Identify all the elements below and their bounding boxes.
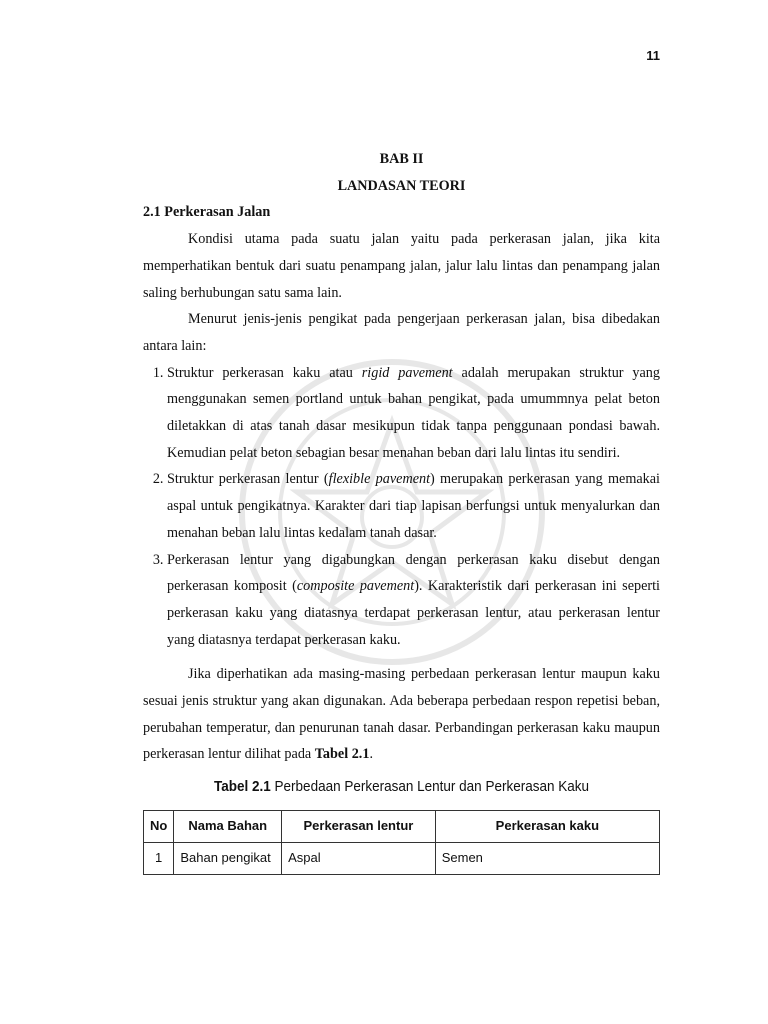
pavement-type-list: [143, 360, 660, 654]
cell-perkerasan-lentur: Aspal: [282, 843, 436, 875]
table-caption: Tabel 2.1 Perbedaan Perkerasan Lentur dan Perkerasan Kaku: [214, 778, 589, 796]
cell-perkerasan-kaku: Semen: [435, 843, 659, 875]
header-nama-bahan: Nama Bahan: [174, 811, 282, 843]
section-title: 2.1 Perkerasan Jalan: [143, 204, 271, 221]
table-header-row: [144, 811, 660, 843]
list-item: 3. Perkerasan lentur yang digabungkan dengan perkerasan kaku disebut dengan perkerasan komposit (composite pavement). Karakteristik dari perkerasan ini seperti perkerasan kaku yang diatasnya terdapat perkerasan lentur, atau perkerasan lentur yang diatasnya terdapat perkerasan kaku.: [167, 547, 660, 654]
list-item: 2. Struktur perkerasan lentur (flexible pavement) merupakan perkerasan yang memakai aspal untuk pengikatnya. Karakter dari tiap lapisan berfungsi untuk menyalurkan dan menahan beban lalu lintas kedalam tanah dasar.: [167, 466, 660, 546]
chapter-title: LANDASAN TEORI: [337, 177, 466, 194]
cell-no: 1: [144, 843, 174, 875]
page-number: 11: [646, 48, 660, 63]
header-perkerasan-kaku: Perkerasan kaku: [435, 811, 659, 843]
chapter-number: BAB II: [379, 151, 424, 167]
cell-nama-bahan: Bahan pengikat: [174, 843, 282, 875]
table-row: [144, 843, 660, 875]
list-item: 1. Struktur perkerasan kaku atau rigid pavement adalah merupakan struktur yang menggunakan semen portland untuk bahan pengikat, pada umummnya pelat beton diletakkan di atas tanah dasar mesikupun tidak tanpa penggunaan pondasi bawah. Kemudian pelat beton sebagian besar menahan beban dari lalu lintas itu sendiri.: [167, 360, 660, 467]
page-content: [143, 146, 660, 875]
table-reference: Tabel 2.1: [314, 746, 370, 763]
header-perkerasan-lentur: Perkerasan lentur: [282, 811, 436, 843]
header-no: No: [144, 811, 174, 843]
paragraph-3: Jika diperhatikan ada masing-masing perbedaan perkerasan lentur maupun kaku sesuai jenis struktur yang akan digunakan. Ada beberapa perbedaan respon repetisi beban, perubahan temperatur, dan penurunan tanah dasar. Perbandingan perkerasan kaku maupun perkerasan lentur dilihat pada Tabel 2.1.: [143, 666, 660, 763]
comparison-table: [143, 810, 660, 875]
paragraph-1: Kondisi utama pada suatu jalan yaitu pada perkerasan jalan, jika kita memperhatikan bentuk dari suatu penampang jalan, jalur lalu lintas dan penampang jalan saling berhubungan satu sama lain.: [143, 231, 660, 301]
paragraph-2: Menurut jenis-jenis pengikat pada pengerjaan perkerasan jalan, bisa dibedakan antara lain:: [143, 311, 660, 354]
